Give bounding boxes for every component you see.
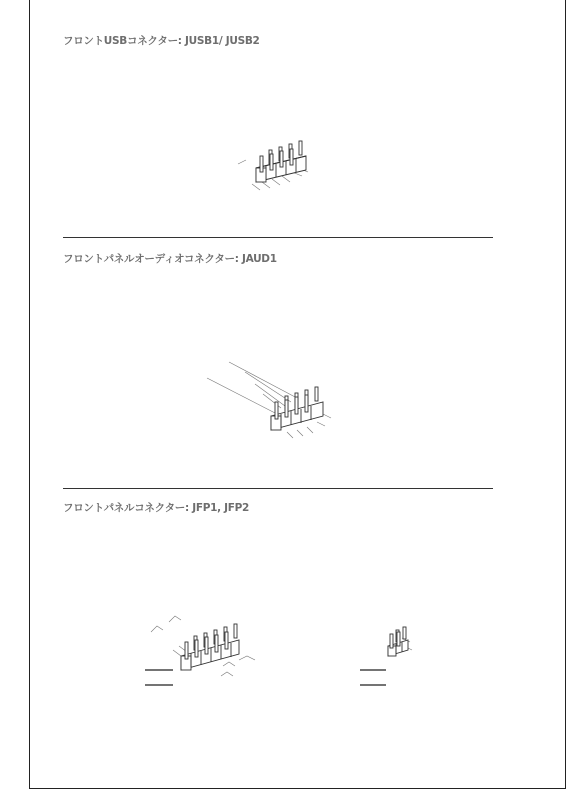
- section-divider: [63, 237, 493, 238]
- section-heading-front-panel: フロントパネルコネクター: JFP1, JFP2: [63, 502, 250, 514]
- jfp2-header-illustration: [358, 620, 418, 690]
- audio-header-illustration: [205, 360, 335, 442]
- section-heading-front-audio: フロントパネルオーディオコネクター: JAUD1: [63, 253, 277, 265]
- section-divider: [63, 488, 493, 489]
- section-heading-front-usb: フロントUSBコネクター: JUSB1/ JUSB2: [63, 35, 260, 47]
- jfp1-header-illustration: [143, 612, 263, 690]
- usb-header-illustration: [236, 134, 316, 196]
